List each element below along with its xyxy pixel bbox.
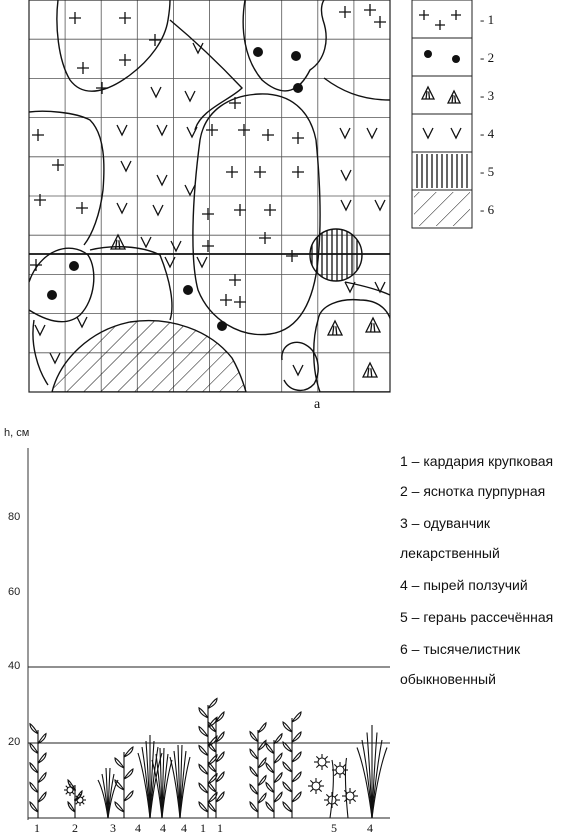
hatched-triangle-icon (366, 318, 380, 332)
plus-icon (69, 12, 81, 24)
plus-icon (32, 129, 44, 141)
species-number-label: 4 (181, 821, 187, 835)
flower-petal (319, 780, 322, 783)
plant-leaf (38, 734, 46, 744)
flower-petal (76, 802, 78, 804)
plant-leaf (115, 758, 124, 768)
plus-icon (96, 82, 108, 94)
plant-leaf (283, 722, 292, 732)
dot-icon (291, 51, 301, 61)
plant-leaf (208, 782, 216, 792)
v-mark-icon (117, 203, 127, 213)
map-legend (412, 0, 495, 228)
plus-icon (234, 296, 246, 308)
plus-icon (259, 232, 271, 244)
flower-petal (310, 789, 313, 792)
plant-leaf (283, 802, 292, 812)
plus-icon (229, 274, 241, 286)
plant-leaf (199, 708, 208, 718)
flower-petal (334, 773, 337, 776)
y-tick-label: 60 (8, 586, 21, 598)
yarrow-patch (52, 321, 246, 392)
v-mark-icon (197, 257, 207, 267)
plant-leaf (115, 780, 124, 790)
flower-petal (316, 756, 319, 759)
plant-leaf (292, 752, 301, 762)
v-mark-icon (77, 317, 87, 327)
flower-petal (353, 790, 356, 793)
species-number-label: 4 (160, 821, 166, 835)
plant-leaf (292, 772, 301, 782)
plant-leaf (30, 724, 38, 734)
plant-leaf (30, 763, 38, 773)
plant-leaf (30, 802, 38, 812)
v-mark-icon (121, 161, 131, 171)
legend-number: - 4 (480, 126, 495, 141)
legend-number: - 2 (480, 50, 495, 65)
v-mark-icon (185, 185, 195, 195)
plant-leaf (274, 773, 282, 783)
plus-icon (292, 166, 304, 178)
legend-swatch-box (412, 76, 472, 114)
cardaria-patch-top-left (57, 0, 170, 91)
species-number-label: 2 (72, 821, 78, 835)
species-legend-line: 6 – тысячелистник (400, 641, 521, 657)
flower-head (336, 766, 344, 774)
plant-leaf (266, 744, 274, 754)
axis-unit-label: h, см (4, 427, 30, 439)
species-number-label: 1 (217, 821, 223, 835)
patch-boundary-left (29, 111, 104, 245)
species-legend-line: 5 – герань рассечённая (400, 609, 554, 625)
v-mark-icon (151, 87, 161, 97)
flower-petal (335, 803, 338, 806)
v-mark-icon (141, 237, 151, 247)
flower-petal (326, 803, 329, 806)
plant-stem (330, 760, 333, 818)
plant-leaf (208, 802, 216, 812)
plant-leaf (124, 769, 133, 779)
v-mark-icon (293, 365, 303, 375)
flower-head (346, 792, 354, 800)
plus-icon (238, 124, 250, 136)
plant-leaf (258, 776, 266, 786)
plus-icon (119, 54, 131, 66)
legend-swatch-box (412, 38, 472, 76)
plant-stem (346, 758, 348, 818)
v-mark-icon (35, 325, 45, 335)
flower-petal (82, 802, 84, 804)
plus-icon (364, 4, 376, 16)
plus-icon (229, 97, 241, 109)
plus-icon (220, 294, 232, 306)
hatched-triangle-icon (328, 321, 342, 335)
plant-leaf (292, 712, 301, 722)
dot-icon (452, 55, 460, 63)
legend-swatch-box (412, 0, 472, 38)
plant-leaf (283, 782, 292, 792)
y-tick-labels (8, 511, 20, 748)
plus-icon (77, 62, 89, 74)
v-mark-icon (451, 128, 461, 138)
v-mark-icon (117, 125, 127, 135)
y-tick-label: 20 (8, 736, 21, 748)
v-mark-icon (340, 128, 350, 138)
plant-leaf (266, 802, 274, 812)
plant-leaf (30, 743, 38, 753)
plant-leaf (250, 784, 258, 794)
hatched-triangle-icon (448, 91, 460, 103)
vertical-hatch-swatch (414, 154, 470, 188)
plus-icon (52, 159, 64, 171)
species-legend-line: обыкновенный (400, 671, 496, 687)
species-number-label: 1 (34, 821, 40, 835)
plant-leaf (258, 793, 266, 803)
species-number-labels (34, 821, 373, 835)
plant-leaf (292, 792, 301, 802)
hatched-triangle-icon-group (422, 87, 460, 103)
height-profile (4, 427, 390, 835)
plant-leaf (283, 762, 292, 772)
plus-icon (286, 250, 298, 262)
species-number-label: 5 (331, 821, 337, 835)
v-mark-icon (341, 200, 351, 210)
v-mark-icon (367, 128, 377, 138)
plus-icon (262, 129, 274, 141)
plant-leaf (250, 802, 258, 812)
legend-swatch-box (412, 114, 472, 152)
plant-leaf (250, 749, 258, 759)
plus-icon (374, 16, 386, 28)
flower-head (67, 787, 73, 793)
plus-icon (254, 166, 266, 178)
lamium-patch-top-right (243, 0, 326, 91)
species-legend-line: 1 – кардария крупковая (400, 453, 554, 469)
v-mark-icon (50, 353, 60, 363)
flower-petal (334, 764, 337, 767)
plant-leaf (199, 727, 208, 737)
plus-icon (30, 259, 42, 271)
plus-icon (76, 202, 88, 214)
plant-leaf (266, 763, 274, 773)
species-legend-line: 3 – одуванчик (400, 515, 491, 531)
dot-icon (183, 285, 193, 295)
plant-leaf (208, 698, 217, 708)
plant-drawings (30, 698, 387, 818)
plant-leaf (274, 753, 282, 763)
plus-icon (119, 12, 131, 24)
plus-icon (202, 240, 214, 252)
plant-leaf (68, 802, 75, 812)
plant-leaf (199, 802, 208, 812)
species-number-label: 4 (135, 821, 141, 835)
v-mark-icon (157, 125, 167, 135)
legend-number: - 5 (480, 164, 495, 179)
dot-icon (253, 47, 263, 57)
plant-leaf (208, 762, 216, 772)
plus-icon (264, 204, 276, 216)
plus-icon (339, 6, 351, 18)
diagonal-hatch-swatch (414, 192, 470, 226)
species-number-label: 1 (200, 821, 206, 835)
flower-petal (353, 799, 356, 802)
dot-icon-group (424, 50, 460, 63)
v-mark-icon (185, 91, 195, 101)
dot-icon (424, 50, 432, 58)
map-grid (29, 0, 390, 392)
plus-icon (435, 20, 445, 30)
plus-icon (292, 132, 304, 144)
plus-icon (226, 166, 238, 178)
plus-icon (234, 204, 246, 216)
lamium-patch-left (29, 248, 94, 322)
plant-leaf (38, 753, 46, 763)
plus-icon (419, 10, 429, 20)
plant-leaf (258, 723, 266, 733)
dot-icon (293, 83, 303, 93)
v-mark-icon (341, 170, 351, 180)
plant-leaf (250, 767, 258, 777)
plant-leaf (266, 783, 274, 793)
v-mark-icon (153, 205, 163, 215)
v-mark-icon (375, 200, 385, 210)
plant-leaf (258, 740, 266, 750)
plant-leaf (38, 773, 46, 783)
patch-boundary-mid-lower (90, 247, 172, 320)
legend-number: - 1 (480, 12, 495, 27)
plus-icon (451, 10, 461, 20)
flower-petal (319, 789, 322, 792)
map-sublabel: а (314, 397, 321, 412)
flower-petal (325, 765, 328, 768)
hatched-triangle-icon (363, 363, 377, 377)
plant-leaf (274, 734, 282, 744)
flower-petal (326, 794, 329, 797)
v-mark-icon (157, 175, 167, 185)
plus-icon (202, 208, 214, 220)
flower-petal (335, 794, 338, 797)
plant-leaf (258, 758, 266, 768)
flower-petal (66, 792, 68, 794)
dot-icon (69, 261, 79, 271)
plant-leaf (124, 791, 133, 801)
plant-leaf (250, 732, 258, 742)
dot-icon (47, 290, 57, 300)
flower-petal (310, 780, 313, 783)
plant-leaf (274, 792, 282, 802)
species-legend-line: лекарственный (400, 545, 500, 561)
y-tick-label: 80 (8, 511, 21, 523)
v-mark-icon-group (423, 128, 461, 138)
dot-icon (217, 321, 227, 331)
y-tick-label: 40 (8, 660, 21, 672)
flower-petal (325, 756, 328, 759)
plant-leaf (68, 780, 75, 790)
species-legend-line: 2 – яснотка пурпурная (400, 483, 546, 499)
vertical-hatch-swatch-group (414, 154, 470, 188)
flower-petal (66, 786, 68, 788)
flower-petal (72, 792, 74, 794)
plant-leaf (292, 732, 301, 742)
flower-head (312, 782, 320, 790)
plant-leaf (30, 782, 38, 792)
species-symbols (30, 4, 386, 377)
hatched-triangle-icon (422, 87, 434, 99)
plant-leaf (199, 783, 208, 793)
flower-head (77, 797, 83, 803)
plant-leaf (115, 802, 124, 812)
v-mark-icon (423, 128, 433, 138)
diagonal-hatch-swatch-group (414, 192, 470, 226)
species-number-label: 4 (367, 821, 373, 835)
plus-icon-group (419, 10, 461, 30)
v-mark-icon (171, 241, 181, 251)
patch-boundary-top-right (324, 78, 390, 100)
legend-number: - 6 (480, 202, 495, 217)
flower-head (318, 758, 326, 766)
patch-boundary-bottom-right (282, 342, 318, 390)
flower-petal (316, 765, 319, 768)
legend-number: - 3 (480, 88, 495, 103)
species-legend-line: 4 – пырей ползучий (400, 577, 528, 593)
plant-leaf (38, 792, 46, 802)
flower-petal (82, 796, 84, 798)
vegetation-map (29, 0, 392, 392)
plant-leaf (124, 747, 133, 757)
plant-leaf (199, 746, 208, 756)
species-number-label: 3 (110, 821, 116, 835)
plus-icon (206, 124, 218, 136)
patch-boundary-center-left (170, 20, 242, 130)
plant-leaf (199, 764, 208, 774)
